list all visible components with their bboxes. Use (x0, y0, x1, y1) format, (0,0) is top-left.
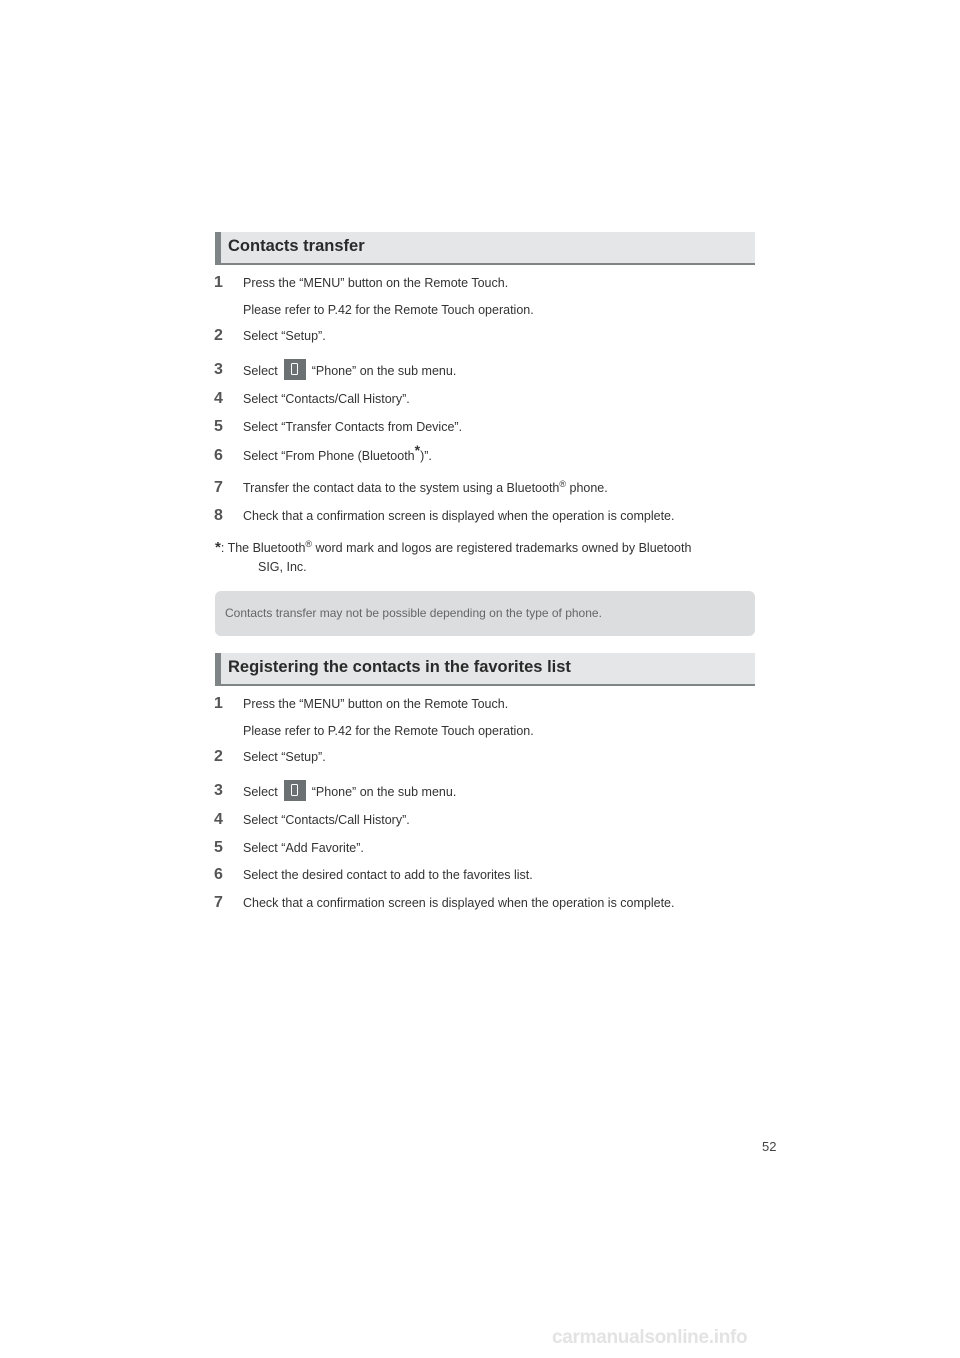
step-text (243, 478, 608, 495)
step-text-post: “Phone” on the sub menu. (311, 363, 457, 378)
section-header-favorites (215, 653, 755, 686)
step-text: Press the “MENU” button on the Remote Touch. (243, 697, 509, 711)
watermark[interactable]: carmanualsonline.info (552, 1327, 748, 1348)
step-number: 1 (214, 274, 223, 291)
footnote-asterisk: * (215, 539, 221, 556)
step-subnote: Please refer to P.42 for the Remote Touch operation. (243, 724, 534, 738)
footnote-line2: SIG, Inc. (258, 560, 307, 574)
page-number: 52 (762, 1139, 777, 1154)
step-number: 2 (214, 748, 223, 765)
phone-icon (284, 780, 306, 801)
section-title: Registering the contacts in the favorites list (228, 658, 571, 676)
step-text: Select “Transfer Contacts from Device”. (243, 420, 463, 434)
step-number: 6 (214, 447, 223, 464)
info-note-text: Contacts transfer may not be possible depending on the type of phone. (225, 606, 602, 620)
footnote-text-pre: : The Bluetooth (220, 541, 306, 555)
step-number: 5 (214, 839, 223, 856)
asterisk-mark: * (414, 441, 421, 458)
step-number: 1 (214, 695, 223, 712)
step-text: Select “Setup”. (243, 750, 326, 764)
step-number: 8 (214, 507, 223, 524)
step-number: 4 (214, 390, 223, 407)
step-text-post: )”. (420, 449, 432, 463)
step-text-pre: Select “From Phone (Bluetooth (243, 449, 415, 463)
footnote-text-post: word mark and logos are registered trademarks owned by Bluetooth (312, 541, 692, 555)
footnote (215, 537, 755, 559)
step-text (243, 441, 432, 463)
step-number: 7 (214, 479, 223, 496)
step-text-pre: Select (243, 363, 278, 378)
step-text-post: phone. (566, 481, 608, 495)
info-note-box (215, 591, 755, 636)
step-number: 3 (214, 361, 223, 378)
step-number: 5 (214, 418, 223, 435)
section-header-contacts-transfer (215, 232, 755, 265)
step-text: Select “Contacts/Call History”. (243, 813, 410, 827)
step-text (243, 784, 456, 801)
step-text: Select “Contacts/Call History”. (243, 392, 410, 406)
step-text-post: “Phone” on the sub menu. (311, 784, 457, 799)
step-number: 6 (214, 866, 223, 883)
step-number: 3 (214, 782, 223, 799)
registered-mark: ® (305, 538, 313, 549)
step-subnote: Please refer to P.42 for the Remote Touch operation. (243, 303, 534, 317)
step-text: Select the desired contact to add to the favorites list. (243, 868, 533, 882)
step-text (243, 363, 456, 380)
step-text-pre: Transfer the contact data to the system using a Bluetooth (243, 481, 560, 495)
section-title: Contacts transfer (228, 237, 365, 255)
step-text: Select “Add Favorite”. (243, 841, 364, 855)
step-number: 2 (214, 327, 223, 344)
registered-mark: ® (559, 478, 567, 489)
step-text: Press the “MENU” button on the Remote Touch. (243, 276, 509, 290)
step-text-pre: Select (243, 784, 278, 799)
phone-icon (284, 359, 306, 380)
step-text: Check that a confirmation screen is displayed when the operation is complete. (243, 509, 675, 523)
step-text: Select “Setup”. (243, 329, 326, 343)
step-number: 4 (214, 811, 223, 828)
step-text: Check that a confirmation screen is displayed when the operation is complete. (243, 896, 675, 910)
step-number: 7 (214, 894, 223, 911)
